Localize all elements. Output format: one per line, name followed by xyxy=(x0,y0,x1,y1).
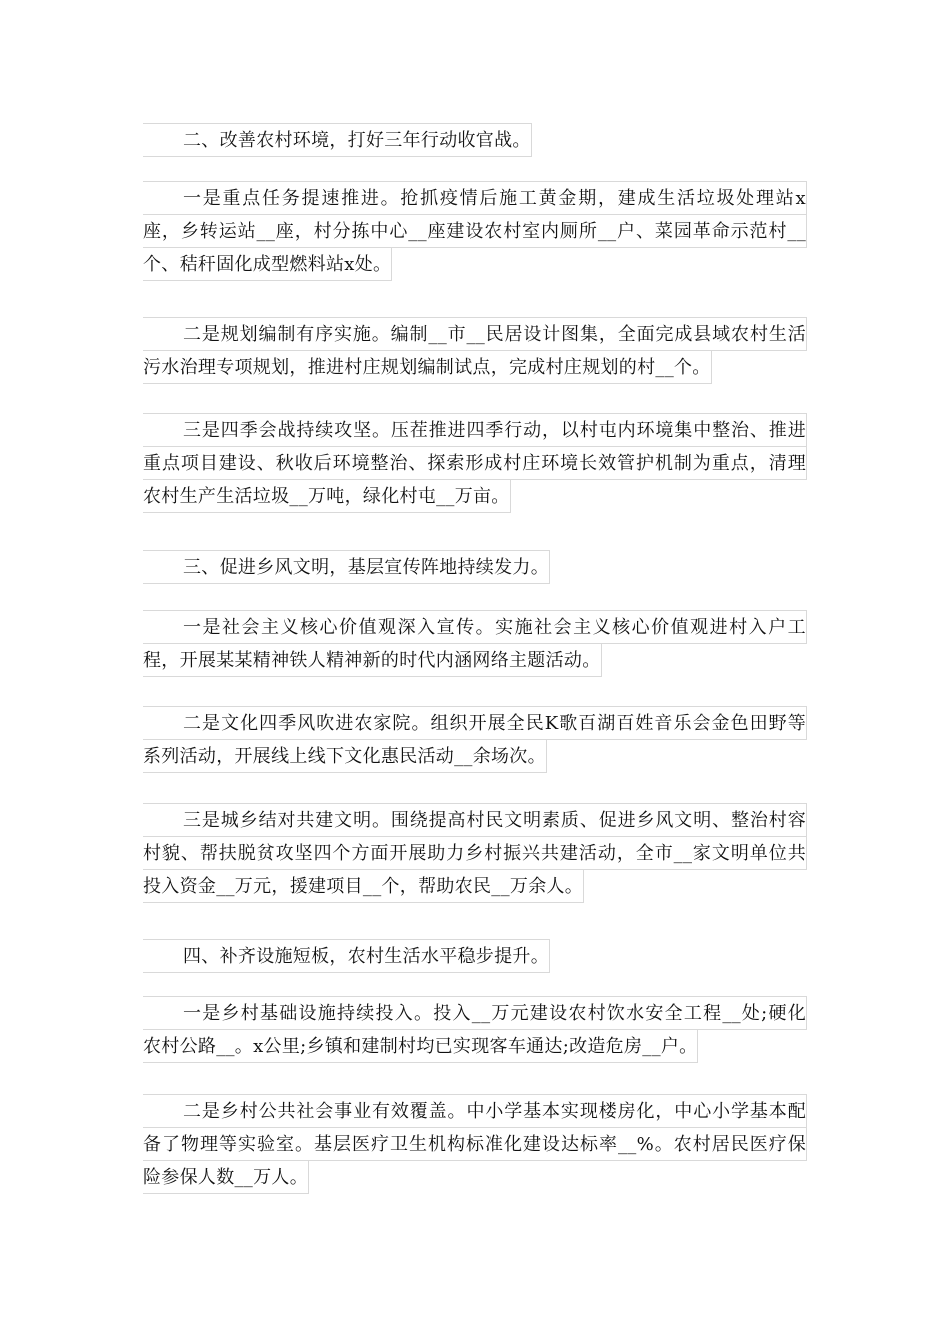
text-line: 农村生产生活垃圾__万吨，绿化村屯__万亩。 xyxy=(143,479,511,513)
text-line: 四、补齐设施短板，农村生活水平稳步提升。 xyxy=(143,939,550,973)
text-line: 二是乡村公共社会事业有效覆盖。中小学基本实现楼房化，中心小学基本配 xyxy=(143,1094,807,1128)
text-line: 投入资金__万元，援建项目__个，帮助农民__万余人。 xyxy=(143,869,584,903)
text-line: 二是文化四季风吹进农家院。组织开展全民K歌百湖百姓音乐会金色田野等 xyxy=(143,706,807,740)
paragraph-2-3 xyxy=(143,414,807,513)
text-line: 二、改善农村环境，打好三年行动收官战。 xyxy=(143,123,532,157)
text-line: 系列活动，开展线上线下文化惠民活动__余场次。 xyxy=(143,739,547,773)
section-heading-3 xyxy=(143,551,807,584)
text-line: 村貌、帮扶脱贫攻坚四个方面开展助力乡村振兴共建活动，全市__家文明单位共 xyxy=(143,836,807,870)
paragraph-4-1 xyxy=(143,997,807,1063)
section-heading-4 xyxy=(143,940,807,973)
text-line: 备了物理等实验室。基层医疗卫生机构标准化建设达标率__%。农村居民医疗保 xyxy=(143,1127,807,1161)
section-heading-2 xyxy=(143,124,807,157)
text-line: 三是四季会战持续攻坚。压茬推进四季行动，以村屯内环境集中整治、推进 xyxy=(143,413,807,447)
paragraph-3-3 xyxy=(143,804,807,903)
text-line: 重点项目建设、秋收后环境整治、探索形成村庄环境长效管护机制为重点，清理 xyxy=(143,446,807,480)
text-line: 污水治理专项规划，推进村庄规划编制试点，完成村庄规划的村__个。 xyxy=(143,350,712,384)
text-line: 农村公路__。x公里;乡镇和建制村均已实现客车通达;改造危房__户。 xyxy=(143,1029,698,1063)
text-line: 三、促进乡风文明，基层宣传阵地持续发力。 xyxy=(143,550,550,584)
text-line: 一是重点任务提速推进。抢抓疫情后施工黄金期，建成生活垃圾处理站x xyxy=(143,181,807,215)
text-line: 二是规划编制有序实施。编制__市__民居设计图集，全面完成县域农村生活 xyxy=(143,317,807,351)
text-line: 座，乡转运站__座，村分拣中心__座建设农村室内厕所__户、菜园革命示范村__ xyxy=(143,214,807,248)
paragraph-4-2 xyxy=(143,1095,807,1194)
paragraph-3-2 xyxy=(143,707,807,773)
text-line: 程，开展某某精神铁人精神新的时代内涵网络主题活动。 xyxy=(143,643,602,677)
text-line: 险参保人数__万人。 xyxy=(143,1160,309,1194)
text-line: 个、秸秆固化成型燃料站x处。 xyxy=(143,247,392,281)
paragraph-2-1 xyxy=(143,182,807,281)
paragraph-2-2 xyxy=(143,318,807,384)
paragraph-3-1 xyxy=(143,611,807,677)
text-line: 三是城乡结对共建文明。围绕提高村民文明素质、促进乡风文明、整治村容 xyxy=(143,803,807,837)
text-line: 一是社会主义核心价值观深入宣传。实施社会主义核心价值观进村入户工 xyxy=(143,610,807,644)
text-line: 一是乡村基础设施持续投入。投入__万元建设农村饮水安全工程__处;硬化 xyxy=(143,996,807,1030)
